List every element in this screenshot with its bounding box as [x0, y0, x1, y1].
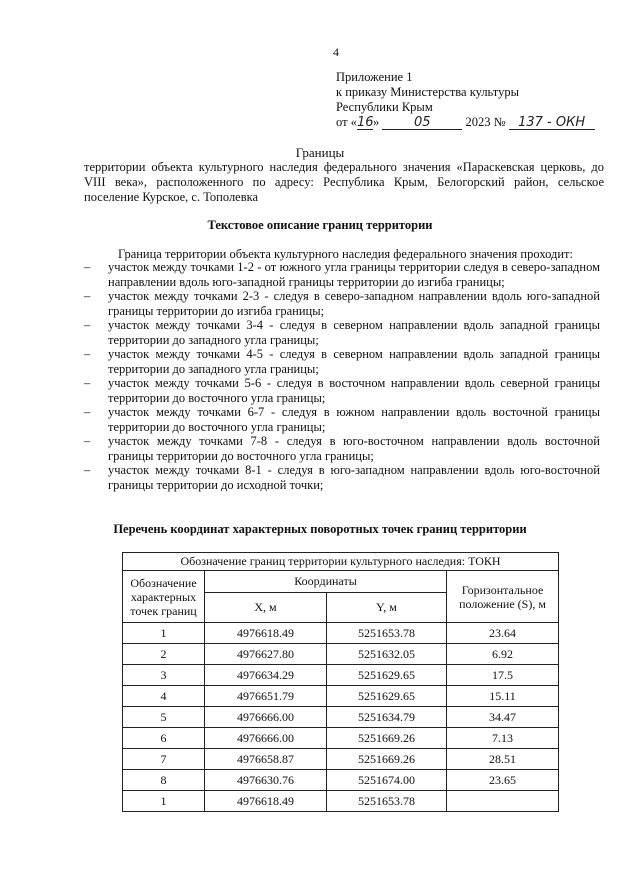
cell-x: 4976666.00 [205, 728, 327, 749]
list-item: – участок между точками 7-8 - следуя в юго-восточном направлении вдоль восточной границы территории до восточного угла границы; [84, 434, 600, 463]
table-row [123, 686, 559, 707]
list-item: – участок между точками 6-7 - следуя в южном направлении вдоль восточной границы территории до восточного угла границы; [84, 405, 600, 434]
dash-bullet: – [84, 318, 91, 332]
segment-list [84, 260, 600, 492]
cell-distance: 23.64 [447, 623, 559, 644]
cell-point: 1 [123, 623, 205, 644]
page-number: 4 [333, 45, 339, 59]
list-item: – участок между точками 8-1 - следуя в юго-западном направлении вдоль юго-восточной границы территории до исходной точки; [84, 463, 600, 492]
list-item: – участок между точками 4-5 - следуя в северном направлении вдоль западной границы территории до западного угла границы; [84, 347, 600, 376]
table-row [123, 728, 559, 749]
header-distance: Горизонтальное положение (S), м [447, 571, 559, 623]
cell-point: 7 [123, 749, 205, 770]
cell-distance [447, 791, 559, 812]
date-mid: » [372, 115, 380, 129]
dash-bullet: – [84, 260, 91, 274]
cell-x: 4976618.49 [205, 623, 327, 644]
cell-y: 5251629.65 [327, 686, 447, 707]
document-subtitle: территории объекта культурного наследия федерального значения «Параскевская церковь, до VIII века», расположенного по адресу: Республика Крым, Белогорский район, сельское поселение Курское, с. Тополевка [84, 160, 604, 204]
cell-distance: 34.47 [447, 707, 559, 728]
table-row [123, 665, 559, 686]
cell-distance: 17.5 [447, 665, 559, 686]
cell-distance: 28.51 [447, 749, 559, 770]
list-item: – участок между точками 5-6 - следуя в восточном направлении вдоль северной границы территории до восточного угла границы; [84, 376, 600, 405]
cell-point: 6 [123, 728, 205, 749]
appendix-line-1: Приложение 1 [336, 70, 413, 84]
cell-x: 4976618.49 [205, 791, 327, 812]
date-prefix: от « [336, 115, 357, 129]
cell-x: 4976666.00 [205, 707, 327, 728]
table-row [123, 770, 559, 791]
cell-distance: 15.11 [447, 686, 559, 707]
header-y: Y, м [327, 593, 447, 623]
appendix-line-3: Республики Крым [336, 100, 433, 114]
cell-y: 5251674.00 [327, 770, 447, 791]
header-x: X, м [205, 593, 327, 623]
dash-bullet: – [84, 347, 91, 361]
cell-y: 5251653.78 [327, 791, 447, 812]
intro-paragraph: Граница территории объекта культурного наследия федерального значения проходит: [118, 247, 573, 261]
date-year: 2023 № [465, 115, 506, 129]
cell-y: 5251634.79 [327, 707, 447, 728]
cell-point: 1 [123, 791, 205, 812]
date-day: 16 [356, 115, 374, 130]
cell-x: 4976658.87 [205, 749, 327, 770]
dash-bullet: – [84, 376, 91, 390]
table-row [123, 749, 559, 770]
list-item: – участок между точками 3-4 - следуя в северном направлении вдоль западной границы территории до западного угла границы; [84, 318, 600, 347]
order-number: 137 - ОКН [509, 116, 595, 130]
table-row [123, 644, 559, 665]
list-item: – участок между точками 1-2 - от южного угла границы территории следуя в северо-западном направлении вдоль юго-западной границы территории до изгиба границы; [84, 260, 600, 289]
cell-distance: 7.13 [447, 728, 559, 749]
cell-distance: 23.65 [447, 770, 559, 791]
cell-x: 4976651.79 [205, 686, 327, 707]
date-month: 05 [382, 116, 462, 130]
table-row [123, 623, 559, 644]
cell-point: 2 [123, 644, 205, 665]
header-point: Обозначение характерных точек границ [123, 571, 205, 623]
cell-point: 8 [123, 770, 205, 791]
dash-bullet: – [84, 289, 91, 303]
cell-point: 4 [123, 686, 205, 707]
appendix-date-line [336, 115, 595, 130]
dash-bullet: – [84, 463, 91, 477]
cell-distance: 6.92 [447, 644, 559, 665]
appendix-block [336, 70, 595, 130]
dash-bullet: – [84, 405, 91, 419]
coordinates-table [122, 552, 559, 812]
document-title: Границы [295, 145, 345, 160]
section-heading-text-description: Текстовое описание границ территории [207, 218, 433, 232]
header-coordinates: Координаты [205, 571, 447, 593]
table-row [123, 791, 559, 812]
cell-y: 5251669.26 [327, 728, 447, 749]
cell-x: 4976627.80 [205, 644, 327, 665]
section-heading-coordinates: Перечень координат характерных поворотных точек границ территории [113, 522, 527, 536]
appendix-line-2: к приказу Министерства культуры [336, 85, 519, 99]
list-item: – участок между точками 2-3 - следуя в северо-западном направлении вдоль юго-западной границы территории до изгиба границы; [84, 289, 600, 318]
table-row [123, 707, 559, 728]
dash-bullet: – [84, 434, 91, 448]
cell-y: 5251629.65 [327, 665, 447, 686]
table-caption: Обозначение границ территории культурного наследия: ТОКН [123, 553, 559, 571]
cell-y: 5251632.05 [327, 644, 447, 665]
cell-y: 5251653.78 [327, 623, 447, 644]
cell-point: 5 [123, 707, 205, 728]
cell-x: 4976634.29 [205, 665, 327, 686]
cell-y: 5251669.26 [327, 749, 447, 770]
cell-x: 4976630.76 [205, 770, 327, 791]
cell-point: 3 [123, 665, 205, 686]
